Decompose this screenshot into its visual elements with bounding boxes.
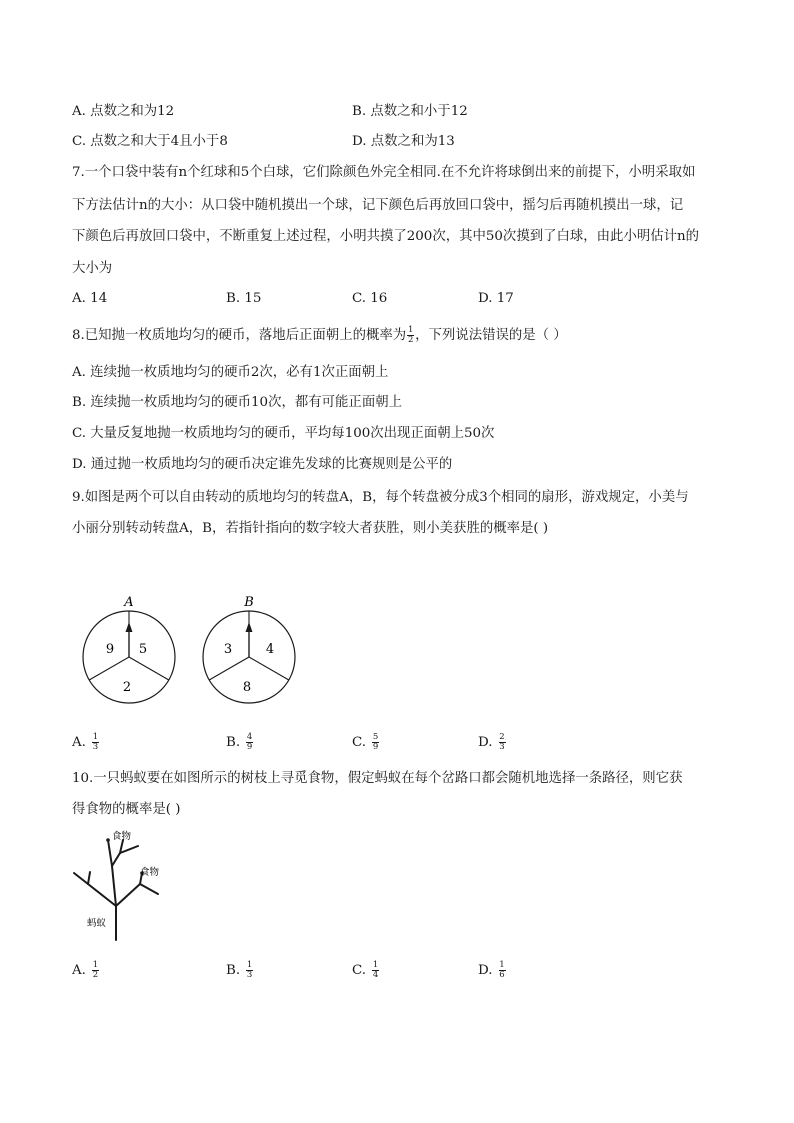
tree-food-label-1: 食物 xyxy=(112,831,132,842)
q7-stem-line1: 7.一个口袋中装有n个红球和5个白球，它们除颜色外完全相同.在不允许将球倒出来的前提下，小明采取如 xyxy=(72,165,696,180)
option-letter: D. xyxy=(478,963,493,978)
q7-stem-line2: 下方法估计n的大小：从口袋中随机摸出一个球，记下颜色后再放回口袋中，摇匀后再随机摸出一球，记 xyxy=(72,198,684,213)
option-fraction xyxy=(372,961,379,980)
spinner-a-label: A xyxy=(124,595,134,610)
q8-fraction xyxy=(407,326,414,345)
q9-stem-line2: 小丽分别转动转盘A，B，若指针指向的数字较大者获胜，则小美获胜的概率是( ) xyxy=(72,521,549,536)
option-letter: B. xyxy=(226,735,241,750)
fraction-denominator: 6 xyxy=(499,970,505,980)
q10-stem-line2: 得食物的概率是( ) xyxy=(72,802,181,817)
option-letter: A. xyxy=(72,963,86,978)
spinners-figure xyxy=(70,590,310,720)
q6-option-c: C. 点数之和大于4且小于8 xyxy=(72,134,228,149)
q8-option-c: C. 大量反复地抛一枚质地均匀的硬币，平均每100次出现正面朝上50次 xyxy=(72,426,495,441)
fraction-denominator: 3 xyxy=(246,970,253,980)
food-dot-icon xyxy=(106,838,110,842)
option-fraction xyxy=(246,733,253,752)
fraction-numerator: 2 xyxy=(499,732,505,742)
fraction-numerator: 4 xyxy=(246,732,253,742)
fraction-numerator: 5 xyxy=(372,732,379,742)
q8-option-d: D. 通过抛一枚质地均匀的硬币决定谁先发球的比赛规则是公平的 xyxy=(72,457,453,472)
spinner-a-sector-3: 2 xyxy=(122,680,132,695)
q8-stem-after: ，下列说法错误的是（ ） xyxy=(415,328,567,343)
spinner-a-arrow-icon xyxy=(126,622,133,632)
option-fraction xyxy=(246,961,253,980)
fraction-denominator: 9 xyxy=(372,742,379,752)
tree-branch-figure xyxy=(70,826,190,946)
spinner-a-sector-2: 5 xyxy=(138,642,148,657)
spinner-a-sector-1: 9 xyxy=(105,642,115,657)
fraction-numerator: 1 xyxy=(407,325,414,335)
fraction-numerator: 1 xyxy=(92,960,99,970)
option-letter: C. xyxy=(352,735,367,750)
spinner-b-arrow-icon xyxy=(246,622,253,632)
tree-food-label-2: 食物 xyxy=(140,867,160,878)
q6-option-a: A. 点数之和为12 xyxy=(72,104,175,119)
option-fraction xyxy=(372,733,379,752)
option-fraction xyxy=(92,961,99,980)
tree-ant-label: 蚂蚁 xyxy=(87,918,107,929)
q7-option-b: B. 15 xyxy=(226,291,262,306)
q8-option-b: B. 连续抛一枚质地均匀的硬币10次，都有可能正面朝上 xyxy=(72,395,402,410)
fraction-numerator: 1 xyxy=(499,960,505,970)
q9-option-d xyxy=(478,733,506,752)
fraction-denominator: 2 xyxy=(92,970,99,980)
option-letter: C. xyxy=(352,963,367,978)
option-letter: D. xyxy=(478,735,493,750)
q9-option-a xyxy=(72,733,99,752)
q10-stem-line1: 10.一只蚂蚁要在如图所示的树枝上寻觅食物，假定蚂蚁在每个岔路口都会随机地选择一条路径，则它获 xyxy=(72,771,683,786)
fraction-numerator: 1 xyxy=(92,732,99,742)
q7-option-d: D. 17 xyxy=(478,291,514,306)
q7-stem-line4: 大小为 xyxy=(72,261,113,276)
q10-option-c xyxy=(352,961,379,980)
option-letter: B. xyxy=(226,963,241,978)
q8-stem xyxy=(72,326,567,345)
q6-option-d: D. 点数之和为13 xyxy=(352,134,455,149)
spinner-b-sector-2: 4 xyxy=(265,642,275,657)
q9-option-b xyxy=(226,733,253,752)
fraction-denominator: 9 xyxy=(246,742,253,752)
q7-stem-line3: 下颜色后再放回口袋中，不断重复上述过程，小明共摸了200次，其中50次摸到了白球，由此小明估计n的 xyxy=(72,229,700,244)
q7-option-a: A. 14 xyxy=(72,291,108,306)
spinner-a xyxy=(83,595,175,703)
fraction-numerator: 1 xyxy=(246,960,253,970)
option-fraction xyxy=(92,733,99,752)
q9-option-c xyxy=(352,733,379,752)
fraction-denominator: 3 xyxy=(92,742,99,752)
spinner-b-sector-1: 3 xyxy=(223,642,233,657)
option-fraction xyxy=(499,961,506,980)
q7-option-c: C. 16 xyxy=(352,291,388,306)
q10-option-d xyxy=(478,961,506,980)
spinner-b-sector-3: 8 xyxy=(242,680,252,695)
spinner-b-label: B xyxy=(244,595,254,610)
q10-option-b xyxy=(226,961,253,980)
fraction-denominator: 4 xyxy=(372,970,379,980)
fraction-denominator: 3 xyxy=(499,742,505,752)
fraction-denominator: 2 xyxy=(407,335,414,345)
q9-stem-line1: 9.如图是两个可以自由转动的质地均匀的转盘A，B，每个转盘被分成3个相同的扇形，游戏规定，小美与 xyxy=(72,490,689,505)
spinner-b xyxy=(203,595,295,703)
q10-option-a xyxy=(72,961,99,980)
q8-option-a: A. 连续抛一枚质地均匀的硬币2次，必有1次正面朝上 xyxy=(72,365,389,380)
q8-stem-before: 8.已知抛一枚质地均匀的硬币，落地后正面朝上的概率为 xyxy=(72,328,407,343)
option-letter: A. xyxy=(72,735,86,750)
fraction-numerator: 1 xyxy=(372,960,379,970)
q6-option-b: B. 点数之和小于12 xyxy=(352,104,468,119)
option-fraction xyxy=(499,733,506,752)
